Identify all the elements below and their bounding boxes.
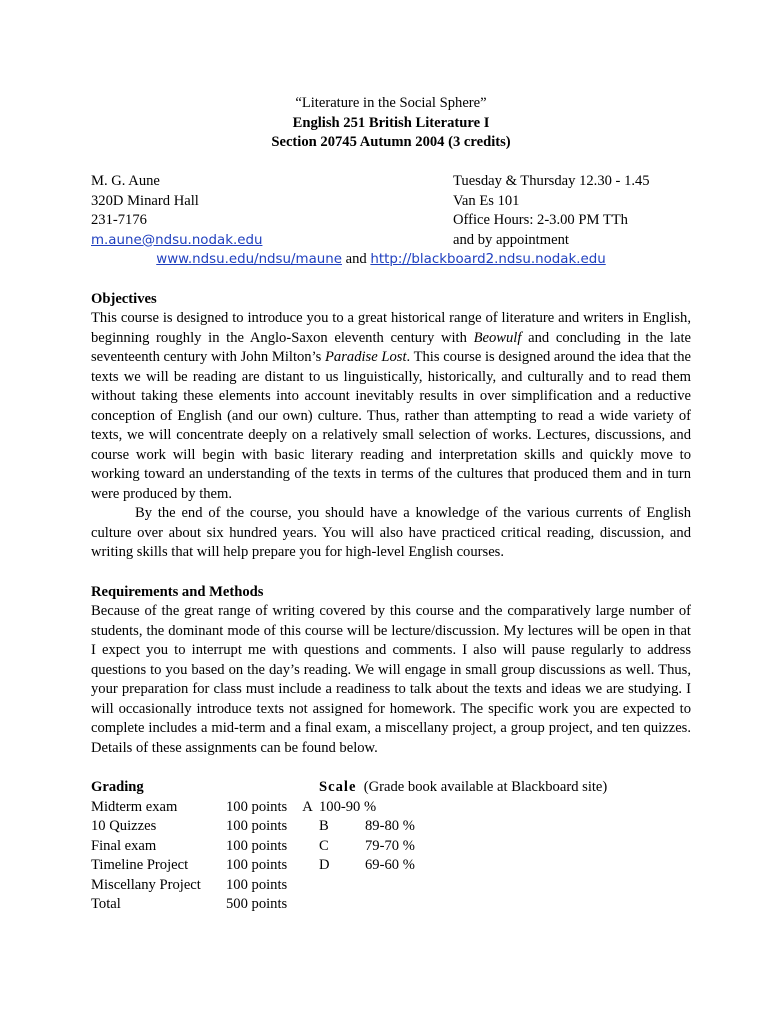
grading-row — [91, 876, 319, 896]
scale-row — [319, 856, 691, 876]
blackboard-link[interactable]: http://blackboard2.ndsu.nodak.edu — [370, 252, 606, 267]
scale-row — [319, 798, 691, 818]
instructor-info — [91, 172, 453, 250]
homepage-link[interactable]: www.ndsu.edu/ndsu/maune — [156, 252, 342, 267]
paradise-lost-title: Paradise Lost — [325, 349, 407, 365]
beowulf-title: Beowulf — [473, 329, 522, 346]
url-joiner: and — [345, 251, 367, 267]
grading-row — [91, 895, 319, 915]
appointment-note: and by appointment — [453, 231, 569, 248]
requirements-paragraph: Because of the great range of writing covered by this course and the comparatively large number of students, the dominant mode of this course will be lecture/discussion. My lectures will be open in that I expect you to interrupt me with questions and comments. I also will pause regularly to address questions to you based on the day’s reading. We will engage in small group discussions as well. Thus, your preparation for class must include a readiness to talk about the texts and ideas we are studying. I will occasionally introduce texts not assigned for homework. The specific work you are expected to complete includes a mid-term and a final exam, a miscellany project, a group project, and ten quizzes. Details of these assignments can be found below. — [91, 603, 691, 756]
objectives-text-c: and concluding in the late seventeenth century with John Milton’s — [91, 329, 691, 365]
scale-range: 100-90 % — [319, 798, 377, 815]
grading-points: 100 points — [226, 818, 288, 834]
grading-letter: A — [302, 798, 313, 815]
contact-block — [91, 172, 691, 250]
scale-letter: C — [319, 837, 329, 854]
grading-row — [91, 837, 319, 857]
objectives-text-e: . This course is designed around the idea that the texts we will be reading are distant to us linguistically, historically, and culturally and to read them without taking these elements into account inevitably results in over simplification and a reductive conception of English (and our own) culture. Thus, rather than attempting to read a wide variety of texts, we will concentrate deeply on a relatively small selection of works. Lectures, discussions, and course work will begin with basic literary reading and interpretation skills and quickly move to working toward an understanding of the texts in terms of the cultures that produced them and in turn were produced by them. — [91, 349, 691, 502]
class-schedule: Tuesday & Thursday 12.30 - 1.45 — [453, 173, 650, 189]
grading-points: 100 points — [226, 837, 288, 854]
class-room: Van Es 101 — [453, 192, 520, 209]
grading-row — [91, 817, 319, 837]
office-hours: Office Hours: 2-3.00 PM TTh — [453, 212, 628, 228]
instructor-phone: 231-7176 — [91, 212, 147, 228]
grading-item: Miscellany Project — [91, 876, 201, 893]
requirements-heading: Requirements and Methods — [91, 583, 264, 600]
scale-header — [319, 778, 691, 798]
instructor-email-link[interactable]: m.aune@ndsu.nodak.edu — [91, 232, 263, 248]
grading-points: 100 points — [226, 876, 288, 893]
grading-item: Timeline Project — [91, 857, 189, 873]
grading-item: Midterm exam — [91, 798, 178, 815]
grading-points: 500 points — [226, 896, 288, 912]
course-urls — [91, 250, 691, 270]
class-info — [453, 172, 691, 250]
grading-item: Final exam — [91, 837, 157, 854]
objectives-paragraph — [91, 309, 691, 504]
scale-row — [319, 817, 691, 837]
instructor-office: 320D Minard Hall — [91, 192, 199, 209]
grading-points: 100 points — [226, 857, 288, 873]
objectives-heading: Objectives — [91, 290, 157, 307]
scale-range: 79-70 % — [365, 837, 415, 854]
course-section: Section 20745 Autumn 2004 (3 credits) — [271, 134, 511, 150]
scale-range: 89-80 % — [365, 818, 415, 834]
grading-table — [91, 778, 319, 915]
scale-table — [319, 778, 691, 915]
syllabus-page — [91, 94, 691, 915]
grading-item: Total — [91, 896, 121, 912]
grading-row — [91, 798, 319, 818]
grading-heading: Grading — [91, 779, 144, 795]
grading-row — [91, 856, 319, 876]
instructor-name: M. G. Aune — [91, 173, 160, 189]
objectives-text-a: This course is designed to introduce you to a great historical range of literature and writers in English, beginning roughly in the Anglo-Saxon eleventh century with — [91, 310, 691, 346]
scale-note: (Grade book available at Blackboard site) — [363, 779, 608, 795]
course-tagline: “Literature in the Social Sphere” — [295, 95, 487, 111]
grading-item: 10 Quizzes — [91, 818, 157, 834]
grading-points: 100 points — [226, 798, 288, 815]
grading-section — [91, 778, 691, 915]
course-title: English 251 British Literature I — [292, 114, 490, 131]
scale-row — [319, 837, 691, 857]
scale-letter: D — [319, 857, 330, 873]
scale-letter: B — [319, 818, 329, 834]
outcomes-paragraph: By the end of the course, you should have a knowledge of the various currents of English culture over about six hundred years. You will also have practiced critical reading, discussion, and writing skills that will help prepare you for high-level English courses. — [91, 505, 691, 560]
scale-range: 69-60 % — [365, 857, 415, 873]
scale-heading: Scale — [319, 779, 357, 795]
